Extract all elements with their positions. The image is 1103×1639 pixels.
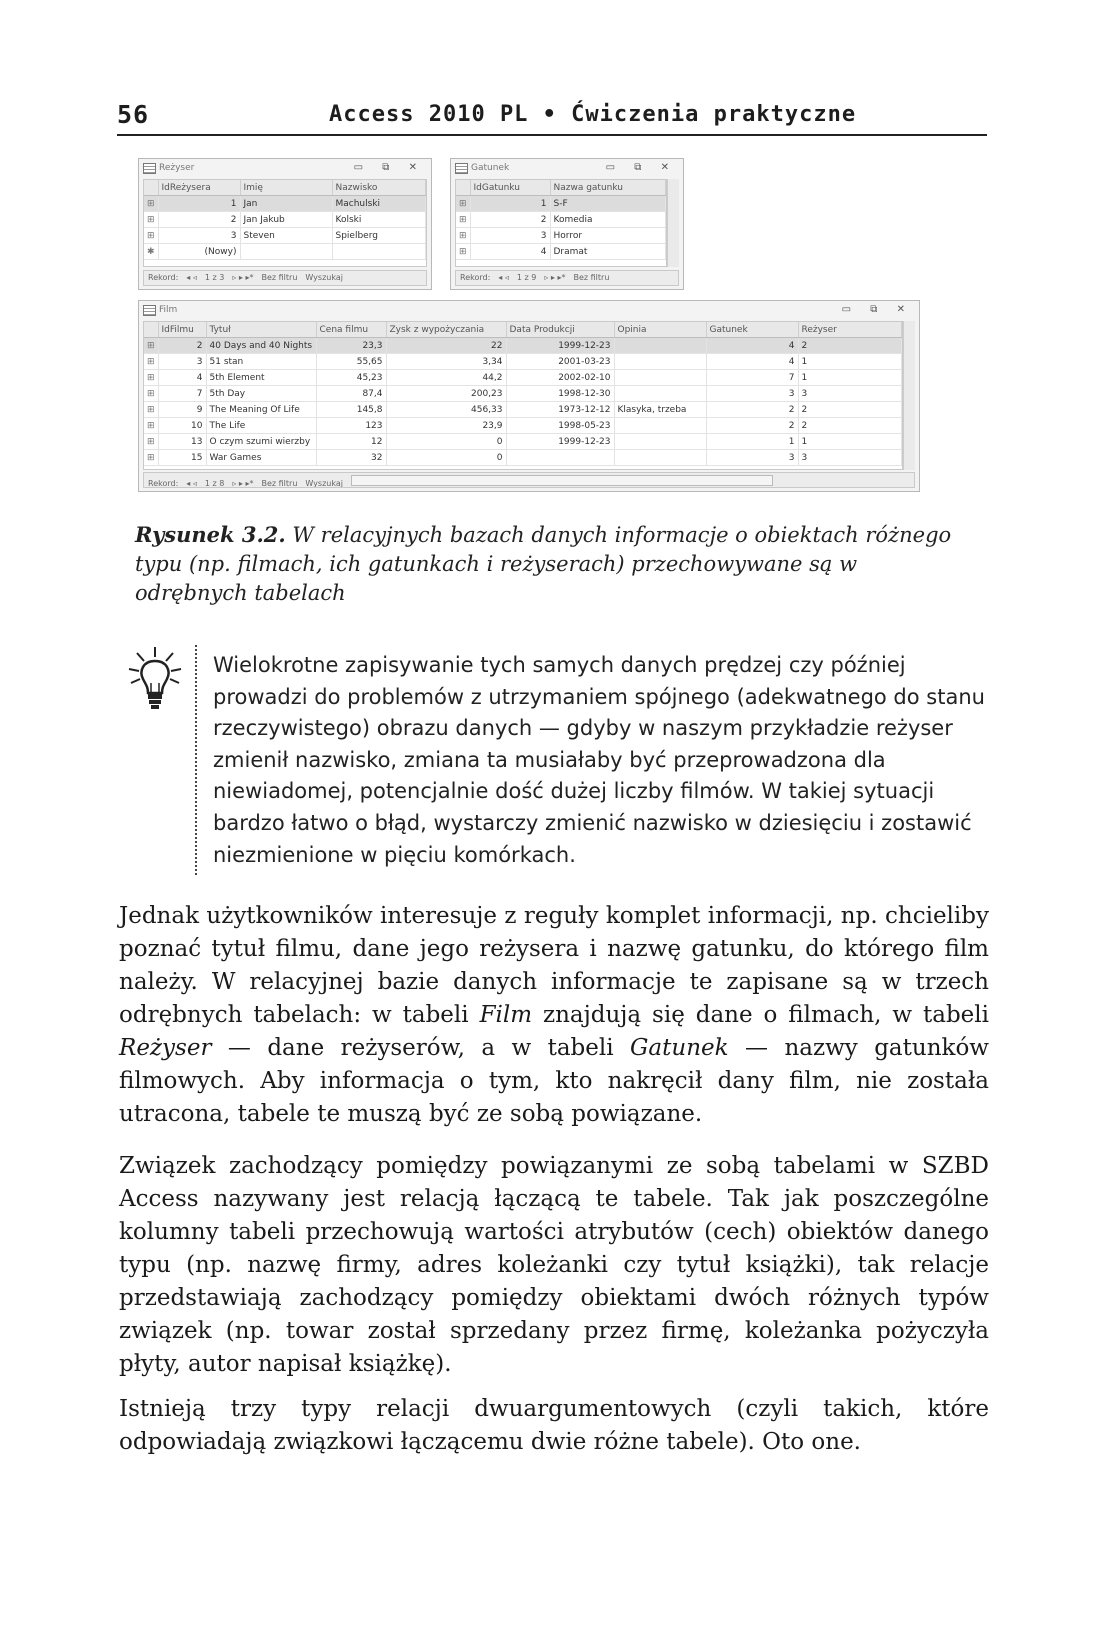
page-header (117, 100, 987, 136)
cell-tytul[interactable]: 5th Element (206, 370, 316, 386)
column-header[interactable]: IdFilmu (158, 322, 206, 338)
window-title: Film (159, 305, 178, 315)
table-row[interactable] (456, 244, 666, 260)
cell-id[interactable]: 4 (470, 244, 550, 260)
expand-icon[interactable]: ⊞ (456, 228, 470, 244)
paragraph: Istnieją trzy typy relacji dwuargumentowych (czyli takich, które odpowiadają związkowi łączącemu dwie różne tabele). Oto one. (119, 1396, 989, 1455)
expand-icon[interactable]: ⊞ (144, 450, 158, 466)
expand-icon[interactable]: ⊞ (144, 228, 158, 244)
record-label: Rekord: (148, 479, 179, 488)
nav-prev-button[interactable]: ◂ ◃ (186, 273, 197, 282)
cell-opinia[interactable] (614, 338, 706, 354)
window-controls[interactable]: ▭ ⧉ ✕ (841, 304, 913, 315)
cell-cena[interactable]: 12 (316, 434, 386, 450)
expand-icon[interactable]: ⊞ (144, 418, 158, 434)
cell-gatunek[interactable]: 7 (706, 370, 798, 386)
cell-gatunek[interactable]: 2 (706, 418, 798, 434)
horizontal-scrollbar[interactable] (351, 475, 773, 486)
cell-id[interactable]: 1 (470, 196, 550, 212)
cell-id[interactable]: 10 (158, 418, 206, 434)
cell-opinia[interactable] (614, 450, 706, 466)
filter-indicator[interactable]: Bez filtru (573, 273, 610, 282)
table-icon (143, 163, 156, 174)
cell-id[interactable]: 3 (470, 228, 550, 244)
row-selector-header[interactable] (144, 180, 158, 196)
cell-id[interactable]: 3 (158, 354, 206, 370)
column-header[interactable]: IdReżysera (158, 180, 240, 196)
cell-nazwisko[interactable]: Kolski (332, 212, 426, 228)
cell-opinia[interactable] (614, 386, 706, 402)
cell-id[interactable]: 3 (158, 228, 240, 244)
paragraph-text: znajdują się dane o filmach, w tabeli (532, 1002, 989, 1028)
record-navigator (143, 472, 915, 488)
cell-rezyser[interactable]: 3 (798, 450, 902, 466)
cell-zysk[interactable]: 3,34 (386, 354, 506, 370)
cell-tytul[interactable]: War Games (206, 450, 316, 466)
cell-data[interactable]: 1998-05-23 (506, 418, 614, 434)
expand-icon[interactable]: ⊞ (144, 212, 158, 228)
paragraph-text: Jednak użytkowników interesuje z reguły komplet informacji, np. chcieliby poznać tytuł filmu, dane jego reżysera i nazwę gatunku, do którego film należy. W relacyjnej bazie danych informacje te zapisane są w trzech odrębnych tabelach: w tabeli (119, 903, 989, 1028)
cell-data[interactable]: 2001-03-23 (506, 354, 614, 370)
tip-text: Wielokrotne zapisywanie tych samych danych prędzej czy później prowadzi do problemów z utrzymaniem spójnego (adekwatnego do stanu rzeczywistego) obrazu danych — gdyby w naszym przykładzie reżyser zmienił nazwisko, zmiana ta musiałaby być przeprowadzona dla niewiadomej, potencjalnie dość dużej liczby filmów. W takiej sytuacji bardzo łatwo o błąd, wystarczy zmienić nazwisko w dziesięciu i zostawić niezmienione w pięciu komórkach. (213, 653, 985, 867)
cell-rezyser[interactable]: 2 (798, 418, 902, 434)
nav-next-button[interactable]: ▹ ▸ ▸* (544, 273, 566, 282)
cell-id[interactable]: 9 (158, 402, 206, 418)
cell-tytul[interactable]: 51 stan (206, 354, 316, 370)
table-icon (455, 163, 468, 174)
cell-id[interactable]: (Nowy) (158, 244, 240, 260)
cell-imie[interactable]: Jan (240, 196, 332, 212)
cell-nazwa[interactable]: S-F (550, 196, 666, 212)
cell-cena[interactable]: 32 (316, 450, 386, 466)
record-position[interactable]: 1 z 8 (204, 479, 225, 488)
cell-gatunek[interactable]: 3 (706, 450, 798, 466)
record-navigator (455, 270, 679, 286)
record-position[interactable]: 1 z 3 (204, 273, 225, 282)
gatunek-datasheet (455, 179, 667, 267)
cell-id[interactable]: 2 (470, 212, 550, 228)
cell-nazwisko[interactable]: Machulski (332, 196, 426, 212)
window-controls[interactable]: ▭ ⧉ ✕ (353, 162, 425, 173)
tip-divider (195, 645, 197, 875)
cell-gatunek[interactable]: 4 (706, 338, 798, 354)
cell-zysk[interactable]: 44,2 (386, 370, 506, 386)
cell-tytul[interactable]: 5th Day (206, 386, 316, 402)
column-header[interactable]: Tytuł (206, 322, 316, 338)
column-header[interactable]: Nazwa gatunku (550, 180, 666, 196)
cell-opinia[interactable] (614, 418, 706, 434)
vertical-scrollbar[interactable] (903, 321, 915, 470)
cell-rezyser[interactable]: 1 (798, 434, 902, 450)
table-row[interactable] (456, 196, 666, 212)
nav-prev-button[interactable]: ◂ ◃ (498, 273, 509, 282)
cell-rezyser[interactable]: 1 (798, 354, 902, 370)
record-position[interactable]: 1 z 9 (516, 273, 537, 282)
film-window-titlebar (143, 304, 915, 318)
table-row[interactable] (144, 434, 902, 450)
expand-icon[interactable]: ⊞ (144, 370, 158, 386)
cell-data[interactable]: 1973-12-12 (506, 402, 614, 418)
table-row[interactable] (456, 212, 666, 228)
table-row[interactable] (144, 228, 426, 244)
table-row[interactable] (144, 450, 902, 466)
lightbulb-icon (125, 645, 185, 715)
paragraph-text: — dane reżyserów, a w tabeli (211, 1035, 631, 1061)
cell-zysk[interactable]: 22 (386, 338, 506, 354)
running-title: Access 2010 PL • Ćwiczenia praktyczne (329, 102, 857, 127)
gatunek-window-titlebar (455, 162, 679, 176)
cell-data[interactable]: 2002-02-10 (506, 370, 614, 386)
cell-id[interactable]: 7 (158, 386, 206, 402)
table-icon (143, 305, 156, 316)
column-header[interactable]: Nazwisko (332, 180, 426, 196)
column-header[interactable]: Imię (240, 180, 332, 196)
new-record-icon: ✱ (144, 244, 158, 260)
cell-imie[interactable] (240, 244, 332, 260)
search-box[interactable]: Wyszukaj (305, 479, 343, 488)
table-row[interactable] (144, 418, 902, 434)
cell-tytul[interactable]: 40 Days and 40 Nights (206, 338, 316, 354)
cell-data[interactable]: 1999-12-23 (506, 434, 614, 450)
cell-id[interactable]: 13 (158, 434, 206, 450)
cell-zysk[interactable]: 0 (386, 434, 506, 450)
cell-id[interactable]: 1 (158, 196, 240, 212)
table-name-gatunek: Gatunek (630, 1035, 729, 1061)
table-name-rezyser: Reżyser (119, 1035, 212, 1061)
cell-zysk[interactable]: 456,33 (386, 402, 506, 418)
expand-icon[interactable]: ⊞ (144, 196, 158, 212)
column-header[interactable]: Cena filmu (316, 322, 386, 338)
cell-data[interactable] (506, 450, 614, 466)
cell-tytul[interactable]: The Life (206, 418, 316, 434)
rezyser-window-titlebar (143, 162, 427, 176)
cell-opinia[interactable] (614, 354, 706, 370)
cell-cena[interactable]: 23,3 (316, 338, 386, 354)
cell-rezyser[interactable]: 1 (798, 370, 902, 386)
paragraph-text: — nazwy gatunków filmowych. Aby informacja o tym, kto nakręcił dany film, nie została utracona, tabele te muszą być ze sobą powiązane. (119, 1035, 989, 1127)
cell-opinia[interactable]: Klasyka, trzeba (614, 402, 706, 418)
cell-id[interactable]: 15 (158, 450, 206, 466)
expand-icon[interactable]: ⊞ (144, 354, 158, 370)
cell-rezyser[interactable]: 3 (798, 386, 902, 402)
table-row[interactable] (144, 338, 902, 354)
cell-cena[interactable]: 55,65 (316, 354, 386, 370)
gatunek-table-window (450, 158, 684, 290)
rezyser-table-window (138, 158, 432, 290)
filter-indicator[interactable]: Bez filtru (261, 479, 298, 488)
record-label: Rekord: (460, 273, 491, 282)
expand-icon[interactable]: ⊞ (456, 212, 470, 228)
table-row[interactable] (144, 196, 426, 212)
cell-cena[interactable]: 87,4 (316, 386, 386, 402)
column-header[interactable]: Data Produkcji (506, 322, 614, 338)
table-row[interactable] (144, 402, 902, 418)
table-name-film: Film (479, 1002, 533, 1028)
table-row[interactable] (144, 212, 426, 228)
column-header[interactable]: IdGatunku (470, 180, 550, 196)
cell-zysk[interactable]: 0 (386, 450, 506, 466)
cell-zysk[interactable]: 23,9 (386, 418, 506, 434)
cell-gatunek[interactable]: 2 (706, 402, 798, 418)
rezyser-datasheet (143, 179, 427, 267)
cell-nazwisko[interactable] (332, 244, 426, 260)
cell-gatunek[interactable]: 1 (706, 434, 798, 450)
row-selector-header[interactable] (144, 322, 158, 338)
cell-id[interactable]: 2 (158, 338, 206, 354)
cell-zysk[interactable]: 200,23 (386, 386, 506, 402)
page-number: 56 (117, 100, 150, 129)
cell-rezyser[interactable]: 2 (798, 402, 902, 418)
row-selector-header[interactable] (456, 180, 470, 196)
cell-opinia[interactable] (614, 434, 706, 450)
cell-id[interactable]: 4 (158, 370, 206, 386)
figure-label: Rysunek 3.2. (135, 522, 286, 547)
expand-icon[interactable]: ⊞ (456, 244, 470, 260)
column-header[interactable]: Opinia (614, 322, 706, 338)
cell-nazwa[interactable]: Dramat (550, 244, 666, 260)
figure-caption-text: W relacyjnych bazach danych informacje o obiektach różnego typu (np. filmach, ich gatunkach i reżyserach) przechowywane są w odrębnych tabelach (135, 523, 952, 605)
nav-prev-button[interactable]: ◂ ◃ (186, 479, 197, 488)
table-row[interactable] (144, 370, 902, 386)
window-controls[interactable]: ▭ ⧉ ✕ (605, 162, 677, 173)
table-row[interactable] (144, 386, 902, 402)
film-datasheet (143, 321, 903, 470)
cell-imie[interactable]: Steven (240, 228, 332, 244)
cell-data[interactable]: 1999-12-23 (506, 338, 614, 354)
nav-next-button[interactable]: ▹ ▸ ▸* (232, 273, 254, 282)
expand-icon[interactable]: ⊞ (144, 386, 158, 402)
filter-indicator[interactable]: Bez filtru (261, 273, 298, 282)
window-title: Reżyser (159, 163, 195, 173)
cell-tytul[interactable]: O czym szumi wierzby (206, 434, 316, 450)
column-header[interactable]: Gatunek (706, 322, 798, 338)
cell-cena[interactable]: 145,8 (316, 402, 386, 418)
record-navigator (143, 270, 427, 286)
table-row[interactable] (456, 228, 666, 244)
cell-nazwa[interactable]: Komedia (550, 212, 666, 228)
table-row[interactable] (144, 354, 902, 370)
column-header[interactable]: Zysk z wypożyczania (386, 322, 506, 338)
figure-caption (135, 520, 955, 608)
cell-imie[interactable]: Jan Jakub (240, 212, 332, 228)
film-table-window (138, 300, 920, 492)
cell-tytul[interactable]: The Meaning Of Life (206, 402, 316, 418)
cell-gatunek[interactable]: 4 (706, 354, 798, 370)
cell-nazwisko[interactable]: Spielberg (332, 228, 426, 244)
cell-cena[interactable]: 45,23 (316, 370, 386, 386)
nav-next-button[interactable]: ▹ ▸ ▸* (232, 479, 254, 488)
cell-gatunek[interactable]: 3 (706, 386, 798, 402)
cell-id[interactable]: 2 (158, 212, 240, 228)
new-record-row[interactable] (144, 244, 426, 260)
expand-icon[interactable]: ⊞ (144, 338, 158, 354)
cell-opinia[interactable] (614, 370, 706, 386)
column-header[interactable]: Reżyser (798, 322, 902, 338)
cell-data[interactable]: 1998-12-30 (506, 386, 614, 402)
record-label: Rekord: (148, 273, 179, 282)
vertical-scrollbar[interactable] (667, 179, 679, 267)
cell-cena[interactable]: 123 (316, 418, 386, 434)
cell-nazwa[interactable]: Horror (550, 228, 666, 244)
expand-icon[interactable]: ⊞ (144, 402, 158, 418)
expand-icon[interactable]: ⊞ (144, 434, 158, 450)
paragraph: Związek zachodzący pomiędzy powiązanymi ze sobą tabelami w SZBD Access nazywany jest relacją łączącą te tabele. Tak jak poszczególne kolumny tabeli przechowują wartości atrybutów (cech) obiektów danego typu (np. nazwę firmy, adres koleżanki czy tytuł książki), tak relacje przedstawiają zachodzący pomiędzy obiektami dwóch różnych typów związek (np. towar został sprzedany przez firmę, koleżanka pożyczyła płyty, autor napisał książkę). (119, 1153, 989, 1377)
window-title: Gatunek (471, 163, 510, 173)
expand-icon[interactable]: ⊞ (456, 196, 470, 212)
search-box[interactable]: Wyszukaj (305, 273, 343, 282)
cell-rezyser[interactable]: 2 (798, 338, 902, 354)
paragraph (119, 900, 989, 1131)
